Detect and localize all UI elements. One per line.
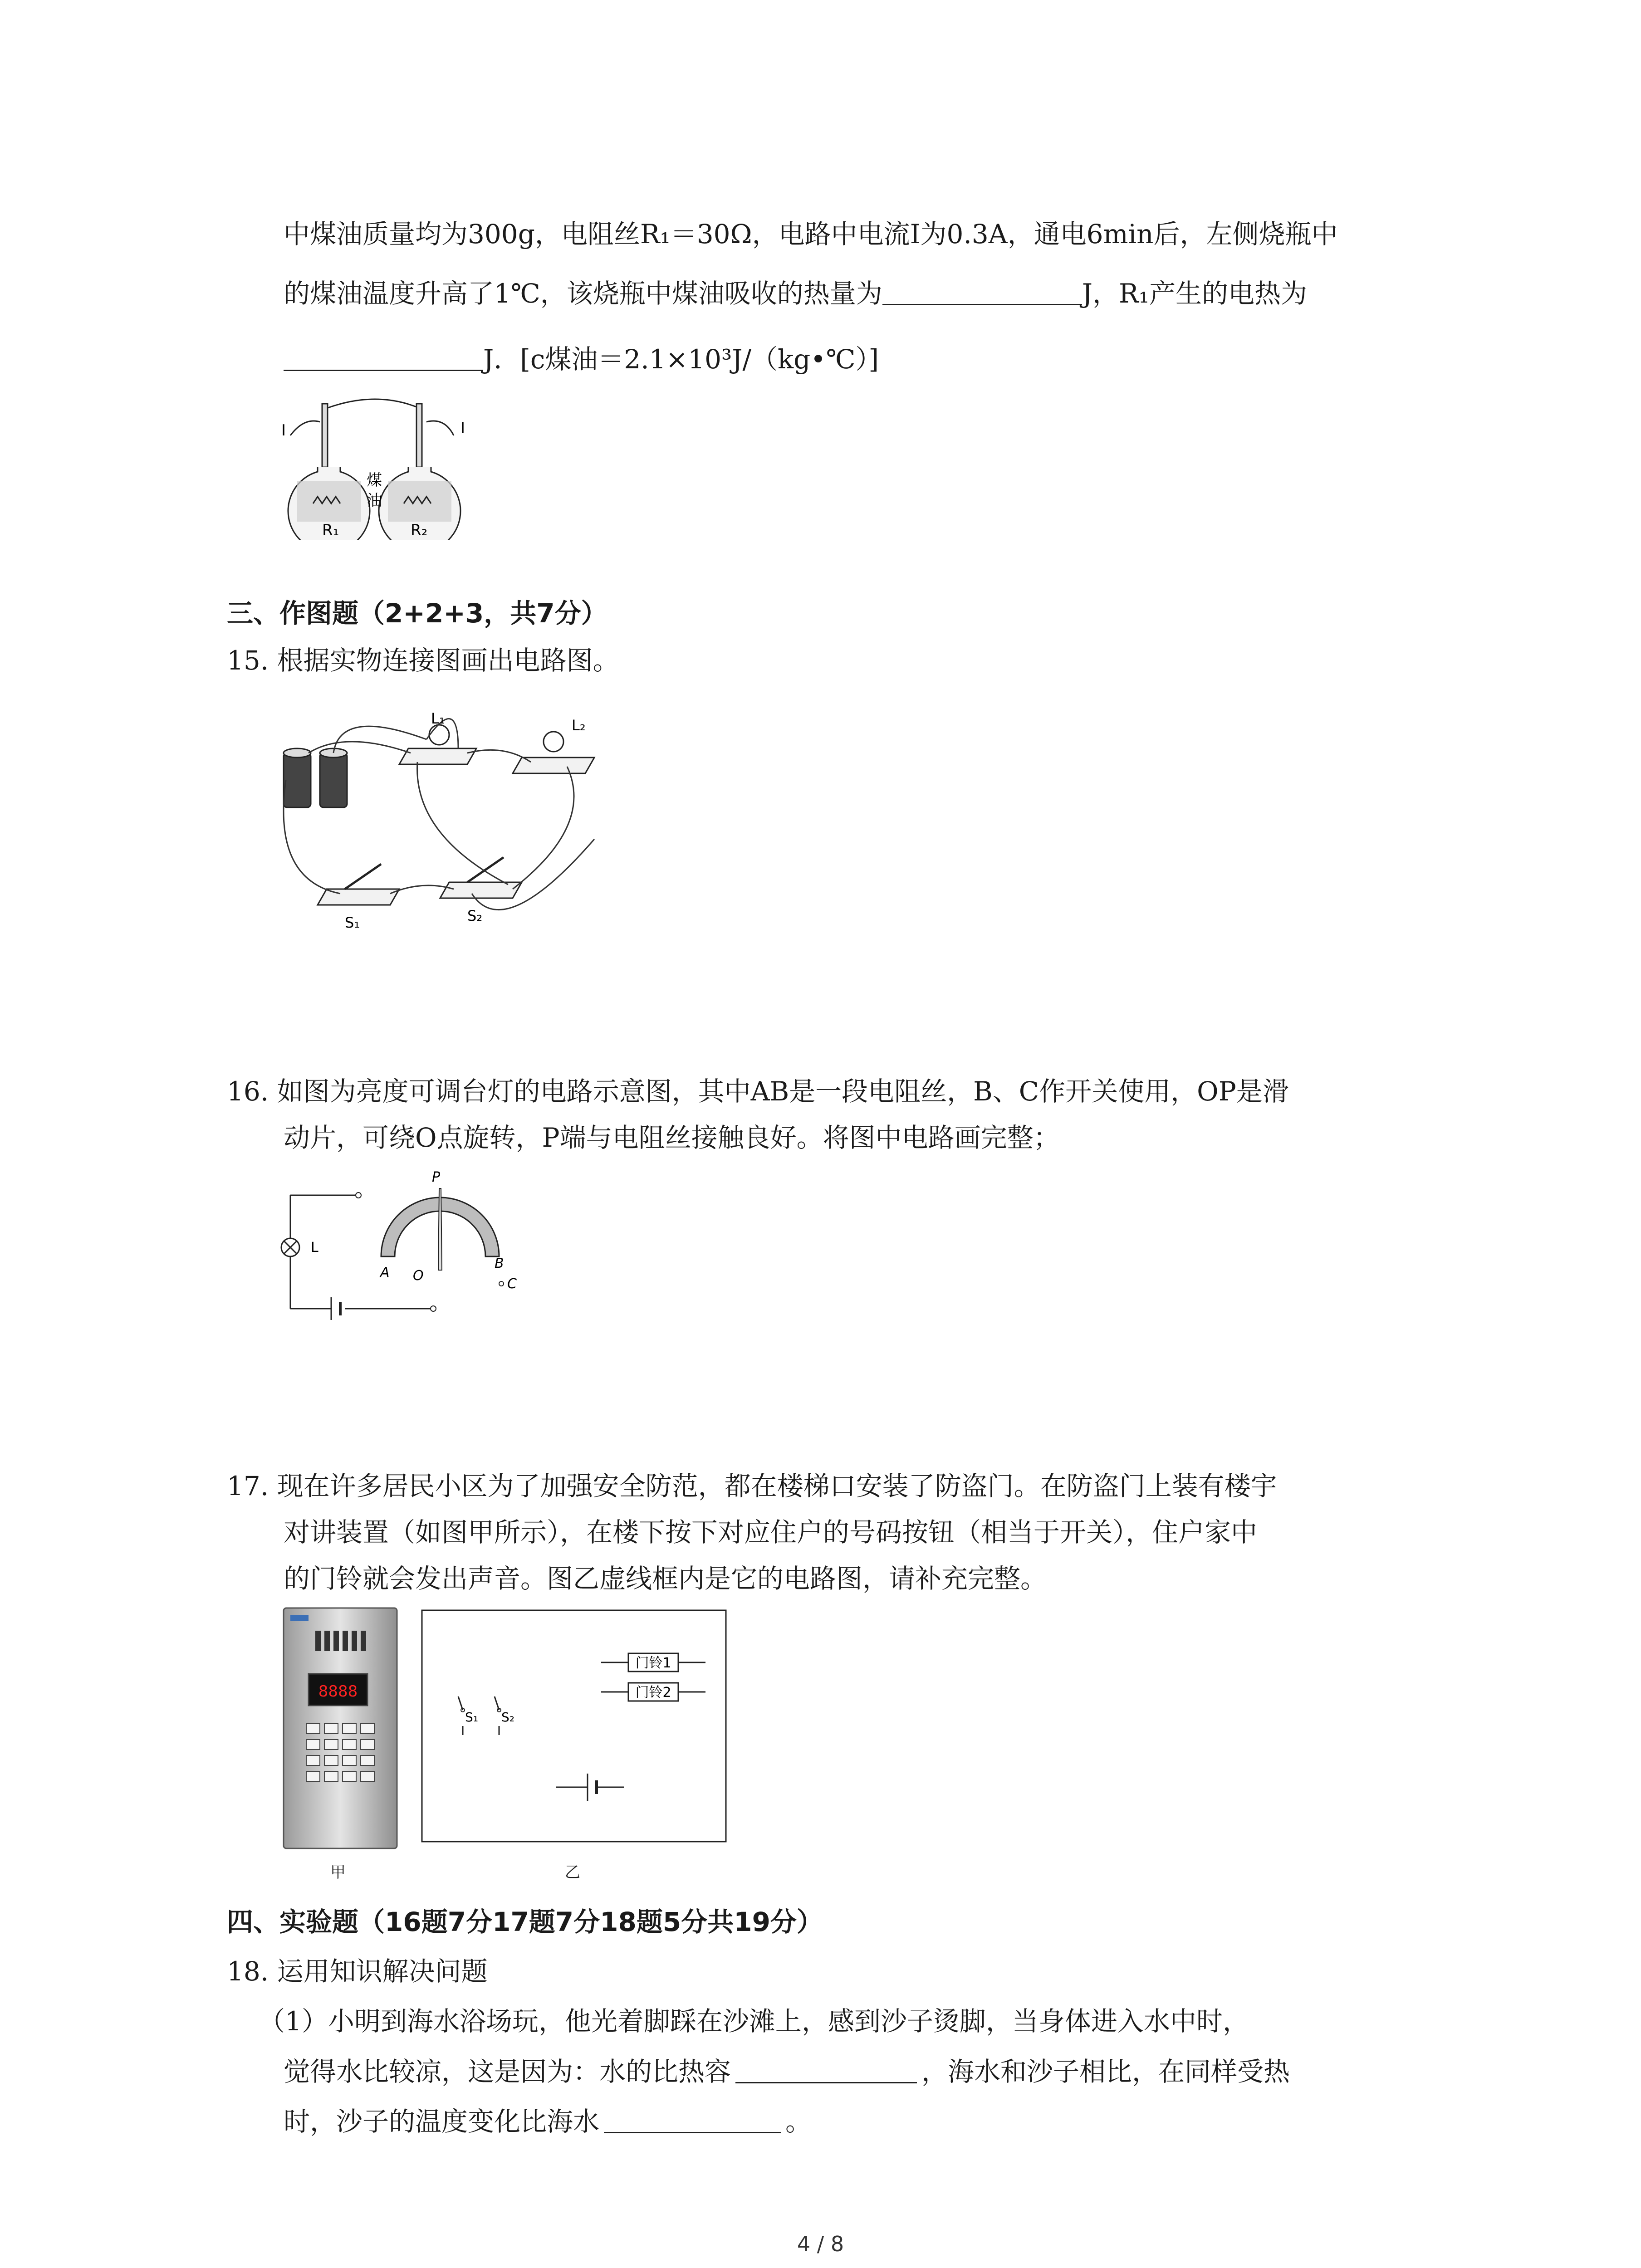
switch-s1	[318, 864, 399, 905]
lamp-l1	[399, 725, 476, 764]
r2-label: R₂	[411, 521, 428, 539]
brand-logo	[290, 1615, 309, 1621]
answer-blank-electric-heat[interactable]	[284, 342, 483, 371]
q14-flask-figure	[272, 390, 499, 540]
lamp-l2	[513, 732, 594, 773]
caption-jia: 甲	[330, 1863, 346, 1882]
contact-c	[499, 1281, 504, 1286]
connecting-wire	[327, 399, 420, 408]
q18-line-2a: 觉得水比较凉，这是因为：水的比热容	[284, 2056, 731, 2087]
oil-label-1: 煤	[367, 471, 382, 489]
q18-line-2	[284, 2055, 1290, 2088]
switch-s2	[440, 857, 522, 898]
q18-line-2b: ，海水和沙子相比，在同样受热	[921, 2056, 1290, 2087]
section-4-title: 四、实验题（16题7分17题7分18题5分共19分）	[227, 1906, 823, 1937]
answer-blank-temperature-change[interactable]	[604, 2105, 781, 2133]
q14-line-2b: J，R₁产生的电热为	[1082, 278, 1307, 309]
arrow-current-left	[290, 421, 320, 435]
s1-label: S₁	[345, 914, 360, 931]
q16-line-1: 16. 如图为亮度可调台灯的电路示意图，其中AB是一段电阻丝，B、C作开关使用，OP是滑	[227, 1076, 1289, 1107]
lamp-l	[281, 1238, 299, 1256]
answer-blank-heat[interactable]	[882, 277, 1082, 305]
q18-line-3	[284, 2105, 812, 2138]
lamp-label: L	[311, 1240, 318, 1256]
c-label: C	[507, 1276, 517, 1292]
page-number: 4 / 8	[797, 2232, 844, 2256]
q15-circuit-figure	[277, 689, 612, 934]
doorbell-2	[601, 1683, 705, 1701]
bell2-label: 门铃2	[635, 1685, 671, 1701]
s2-symbol-label: S₂	[501, 1710, 514, 1725]
s1-symbol-label: S₁	[465, 1710, 478, 1725]
q14-line-1: 中煤油质量均为300g，电阻丝R₁＝30Ω，电路中电流I为0.3A，通电6min后，左侧烧瓶中	[284, 219, 1338, 249]
q18-line-1: （1）小明到海水浴场玩，他光着脚踩在沙滩上，感到沙子烫脚，当身体进入水中时，	[259, 2006, 1249, 2037]
dashed-frame	[422, 1610, 726, 1842]
q18-title: 18. 运用知识解决问题	[227, 1956, 488, 1987]
intercom-panel-figure	[281, 1606, 399, 1851]
p-label: P	[432, 1169, 441, 1185]
q16-line-2: 动片，可绕O点旋转，P端与电阻丝接触良好。将图中电路画完整；	[284, 1122, 1060, 1153]
bell1-label: 门铃1	[635, 1655, 671, 1671]
answer-blank-specific-heat[interactable]	[735, 2055, 917, 2083]
switch-s1-symbol	[458, 1696, 478, 1735]
q14-line-2	[284, 277, 1307, 310]
caption-yi: 乙	[565, 1863, 580, 1882]
doorbell-circuit-figure	[420, 1608, 728, 1844]
arrow-current-right	[426, 421, 454, 435]
q15-text: 15. 根据实物连接图画出电路图。	[227, 645, 619, 676]
doorbell-1	[601, 1653, 705, 1672]
switch-s2-symbol	[495, 1696, 514, 1735]
q17-line-1: 17. 现在许多居民小区为了加强安全防范，都在楼梯口安装了防盗门。在防盗门上装有楼宇	[227, 1471, 1277, 1501]
r1-label: R₁	[322, 521, 339, 539]
battery-pack	[284, 748, 347, 807]
thermometer-right	[416, 404, 422, 467]
s2-label: S₂	[467, 907, 483, 924]
b-label: B	[495, 1256, 504, 1271]
slider-op	[438, 1188, 442, 1270]
a-label: A	[380, 1265, 390, 1281]
panel-body	[284, 1608, 397, 1848]
q14-line-2a: 的煤油温度升高了1℃，该烧瓶中煤油吸收的热量为	[284, 278, 882, 309]
oil-label-2: 油	[367, 492, 382, 510]
q18-line-3a: 时，沙子的温度变化比海水	[284, 2106, 600, 2137]
battery-symbol	[556, 1774, 624, 1801]
q14-line-3	[284, 342, 879, 376]
l1-label: L₁	[431, 710, 445, 727]
display-digits: 8888	[318, 1682, 358, 1701]
q14-line-3-text: J．[c煤油＝2.1×10³J/（kg•℃）]	[483, 344, 879, 375]
q18-line-3b: 。	[785, 2106, 812, 2137]
thermometer-left	[322, 404, 328, 467]
l2-label: L₂	[572, 717, 586, 734]
o-label: O	[413, 1268, 424, 1284]
section-3-title: 三、作图题（2+2+3，共7分）	[227, 598, 607, 629]
terminal-bottom	[431, 1306, 436, 1311]
q17-line-2: 对讲装置（如图甲所示），在楼下按下对应住户的号码按钮（相当于开关），住户家中	[284, 1517, 1258, 1548]
current-label-left: I	[281, 421, 286, 440]
current-label-right: I	[460, 419, 465, 437]
terminal-top	[356, 1193, 361, 1198]
q17-line-3: 的门铃就会发出声音。图乙虚线框内是它的电路图，请补充完整。	[284, 1563, 1047, 1594]
q16-lamp-circuit-figure	[272, 1161, 535, 1325]
